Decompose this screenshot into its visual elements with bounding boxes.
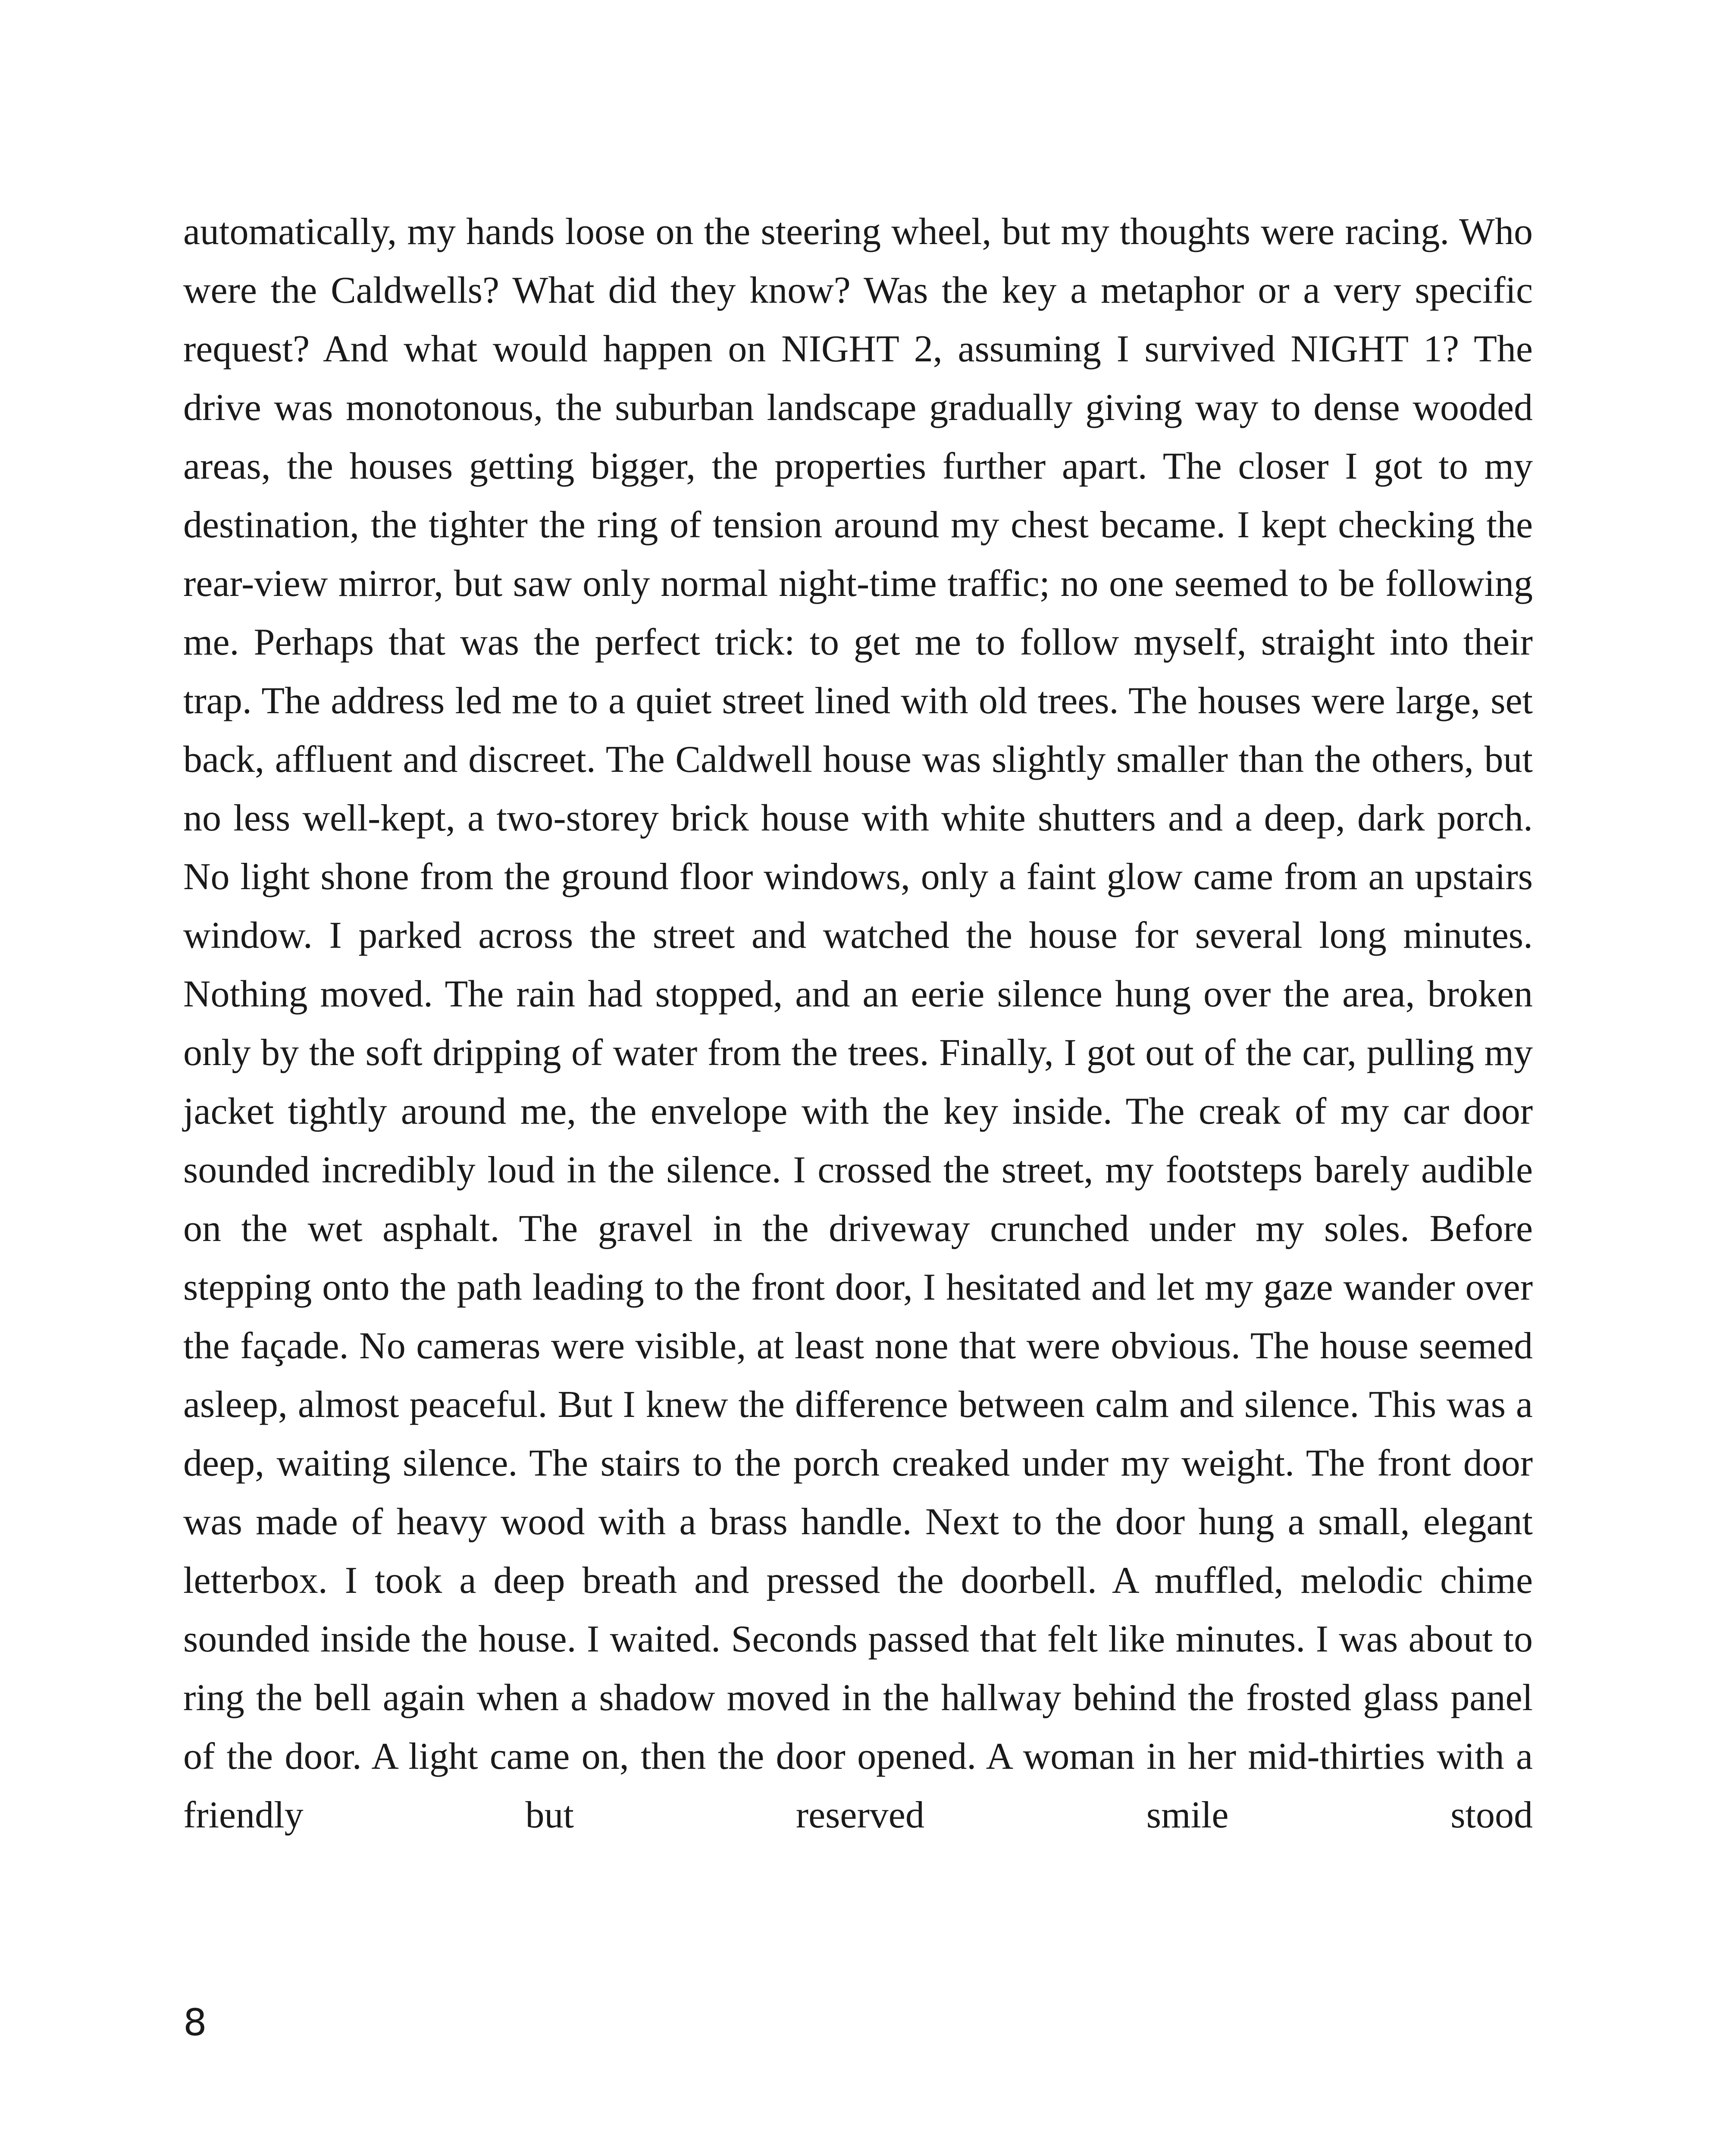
page-number: 8 [183,2001,207,2044]
body-paragraph: automatically, my hands loose on the steering wheel, but my thoughts were racing. Who were the Caldwells? What did they know? Was the key a metaphor or a very specific request? And what would happen on NIGHT 2, assuming I survived NIGHT 1? The drive was monotonous, the suburban landscape gradually giving way to dense wooded areas, the houses getting bigger, the properties further apart. The closer I got to my destination, the tighter the ring of tension around my chest became. I kept checking the rear-view mirror, but saw only normal night-time traffic; no one seemed to be following me. Perhaps that was the perfect trick: to get me to follow myself, straight into their trap. The address led me to a quiet street lined with old trees. The houses were large, set back, affluent and discreet. The Caldwell house was slightly smaller than the others, but no less well-kept, a two-storey brick house with white shutters and a deep, dark porch. No light shone from the ground floor windows, only a faint glow came from an upstairs window. I parked across the street and watched the house for several long minutes. Nothing moved. The rain had stopped, and an eerie silence hung over the area, broken only by the soft dripping of water from the trees. Finally, I got out of the car, pulling my jacket tightly around me, the envelope with the key inside. The creak of my car door sounded incredibly loud in the silence. I crossed the street, my footsteps barely audible on the wet asphalt. The gravel in the driveway crunched under my soles. Before stepping onto the path leading to the front door, I hesitated and let my gaze wander over the façade. No cameras were visible, at least none that were obvious. The house seemed asleep, almost peaceful. But I knew the difference between calm and silence. This was a deep, waiting silence. The stairs to the porch creaked under my weight. The front door was made of heavy wood with a brass handle. Next to the door hung a small, elegant letterbox. I took a deep breath and pressed the doorbell. A muffled, melodic chime sounded inside the house. I waited. Seconds passed that felt like minutes. I was about to ring the bell again when a shadow moved in the hallway behind the frosted glass panel of the door. A light came on, then the door opened. A woman in her mid-thirties with a friendly but reserved smile stood [183,211,1533,1836]
